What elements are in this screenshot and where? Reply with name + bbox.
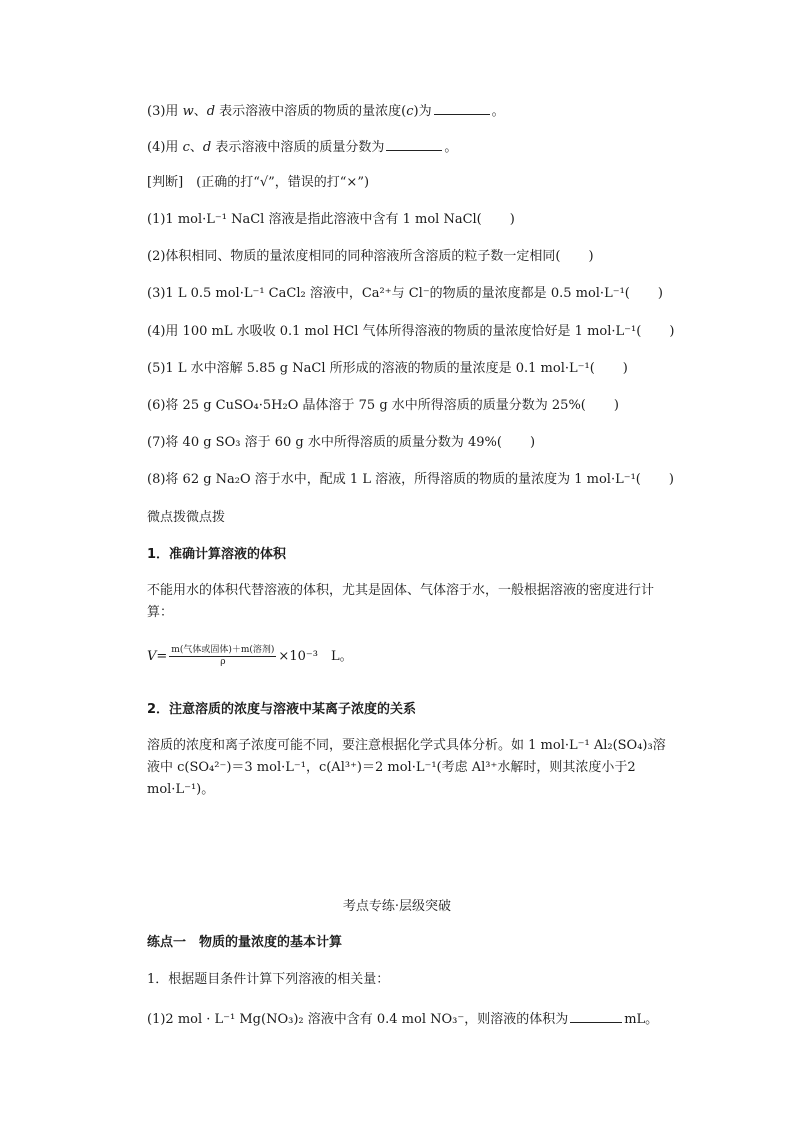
judge-heading: [判断] (正确的打“√”，错误的打“×”) xyxy=(147,175,370,190)
section-title: 考点专练·层级突破 xyxy=(342,899,452,914)
judge-item-8: (8)将 62 g Na₂O 溶于水中，配成 1 L 溶液，所得溶质的物质的量浓度为 1 mol·L⁻¹( ) xyxy=(147,472,674,487)
question-3: (3)用 w、d 表示溶液中溶质的物质的量浓度(c)为 。 xyxy=(147,101,505,121)
judge-item-1: (1)1 mol·L⁻¹ NaCl 溶液是指此溶液中含有 1 mol NaCl( ) xyxy=(147,212,515,227)
exercise-1-q1: (1)2 mol · L⁻¹ Mg(NO₃)₂ 溶液中含有 0.4 mol NO₃⁻，则溶液的体积为 mL。 xyxy=(147,1009,658,1029)
answer-blank[interactable] xyxy=(386,137,442,151)
formula-fraction: $\frac{\text{m(气体或固体)＋m(溶剂)}}{\rho}$ xyxy=(171,645,275,667)
answer-blank[interactable] xyxy=(570,1009,622,1023)
judge-item-5: (5)1 L 水中溶解 5.85 g NaCl 所形成的溶液的物质的量浓度是 0.1 mol·L⁻¹( ) xyxy=(147,361,628,376)
judge-item-4: (4)用 100 mL 水吸收 0.1 mol HCl 气体所得溶液的物质的量浓度恰好是 1 mol·L⁻¹( ) xyxy=(147,324,675,339)
tip-2-title: 2．注意溶质的浓度与溶液中某离子浓度的关系 xyxy=(147,702,417,717)
judge-item-7: (7)将 40 g SO₃ 溶于 60 g 水中所得溶质的质量分数为 49%( ) xyxy=(147,435,536,450)
question-4: (4)用 c、d 表示溶液中溶质的质量分数为 。 xyxy=(147,137,457,157)
tip-2-body: 溶质的浓度和离子浓度可能不同，要注意根据化学式具体分析。如 1 mol·L⁻¹ Al₂(SO₄)₃溶液中 c(SO₄²⁻)＝3 mol·L⁻¹，c(Al³⁺)＝2 mol·L⁻¹(考虑 Al³⁺水解时，则其浓度小于2 mol·L⁻¹)。 xyxy=(147,738,666,797)
tip-heading: 微点拨微点拨 xyxy=(147,510,226,525)
volume-formula: V= $\frac{\text{m(气体或固体)＋m(溶剂)}}{\rho}$ ×10⁻³ L。 xyxy=(147,645,353,667)
judge-item-3: (3)1 L 0.5 mol·L⁻¹ CaCl₂ 溶液中，Ca²⁺与 Cl⁻的物质的量浓度都是 0.5 mol·L⁻¹( ) xyxy=(147,286,663,301)
exercise-1-title: 1．根据题目条件计算下列溶液的相关量： xyxy=(147,972,390,987)
tip-1-title: 1．准确计算溶液的体积 xyxy=(147,547,287,562)
practice-1-title: 练点一 物质的量浓度的基本计算 xyxy=(147,935,343,950)
judge-item-6: (6)将 25 g CuSO₄·5H₂O 晶体溶于 75 g 水中所得溶质的质量分数为 25%( ) xyxy=(147,398,619,413)
answer-blank[interactable] xyxy=(434,101,490,115)
judge-item-2: (2)体积相同、物质的量浓度相同的同种溶液所含溶质的粒子数一定相同( ) xyxy=(147,249,594,264)
tip-1-body: 不能用水的体积代替溶液的体积，尤其是固体、气体溶于水，一般根据溶液的密度进行计算： xyxy=(147,583,655,620)
